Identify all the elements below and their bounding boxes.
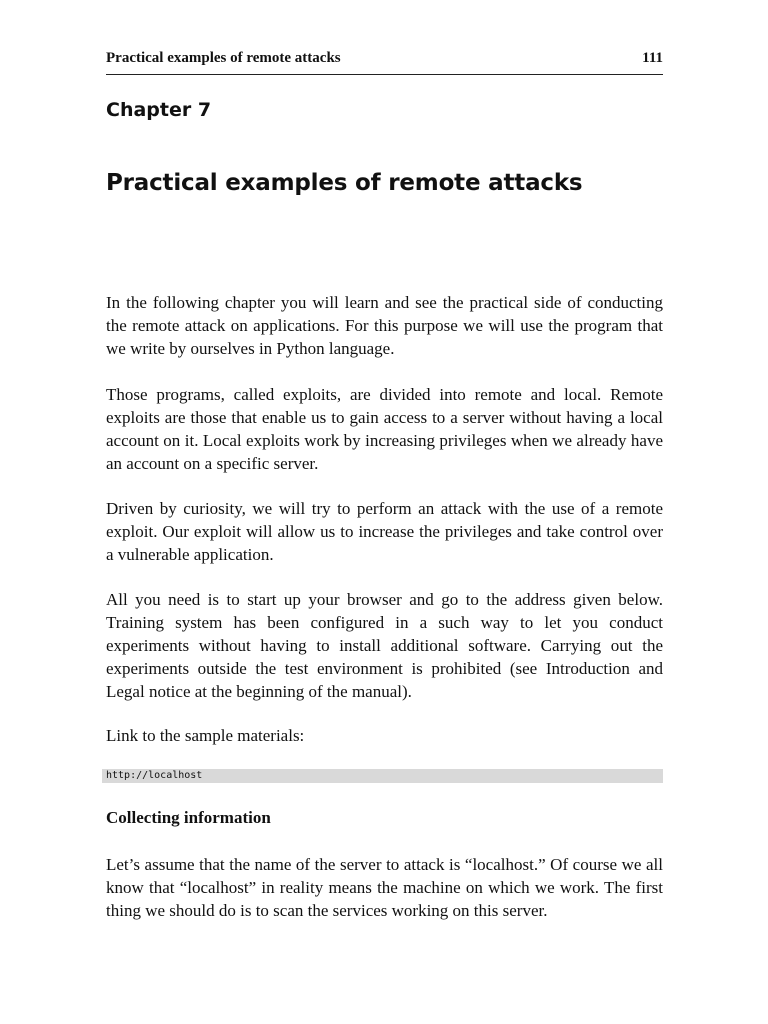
running-header-title: Practical examples of remote attacks: [106, 50, 341, 66]
chapter-title: Practical examples of remote attacks: [106, 170, 583, 196]
paragraph-browser: All you need is to start up your browser and go to the address given below. Training system has been configured in a such way to let you conduct experiments without having to install additional software. Carrying out the experiments outside the test environment is prohibited (see Introduction and Legal notice at the beginning of the manual).: [106, 590, 663, 701]
code-sample: http://localhost: [102, 769, 663, 783]
paragraph-exploits: Those programs, called exploits, are divided into remote and local. Remote exploits are those that enable us to gain access to a server without having a local account on it. Local exploits work by increasing privileges when we already have an account on a specific server.: [106, 385, 663, 473]
paragraph-curiosity: Driven by curiosity, we will try to perform an attack with the use of a remote exploit. Our exploit will allow us to increase the privileges and take control over a vulnerable application.: [106, 499, 663, 564]
running-header: [106, 50, 663, 75]
section-heading: Collecting information: [106, 808, 271, 827]
paragraph-intro: In the following chapter you will learn and see the practical side of conducting the remote attack on applications. For this purpose we will use the program that we write by ourselves in Python language.: [106, 293, 663, 358]
chapter-label: Chapter 7: [106, 99, 212, 121]
page-number: 111: [642, 50, 663, 66]
paragraph-collecting: Let’s assume that the name of the server to attack is “localhost.” Of course we all know that “localhost” in reality means the machine on which we work. The first thing we should do is to scan the services working on this server.: [106, 855, 663, 920]
paragraph-link-intro: Link to the sample materials:: [106, 726, 305, 745]
